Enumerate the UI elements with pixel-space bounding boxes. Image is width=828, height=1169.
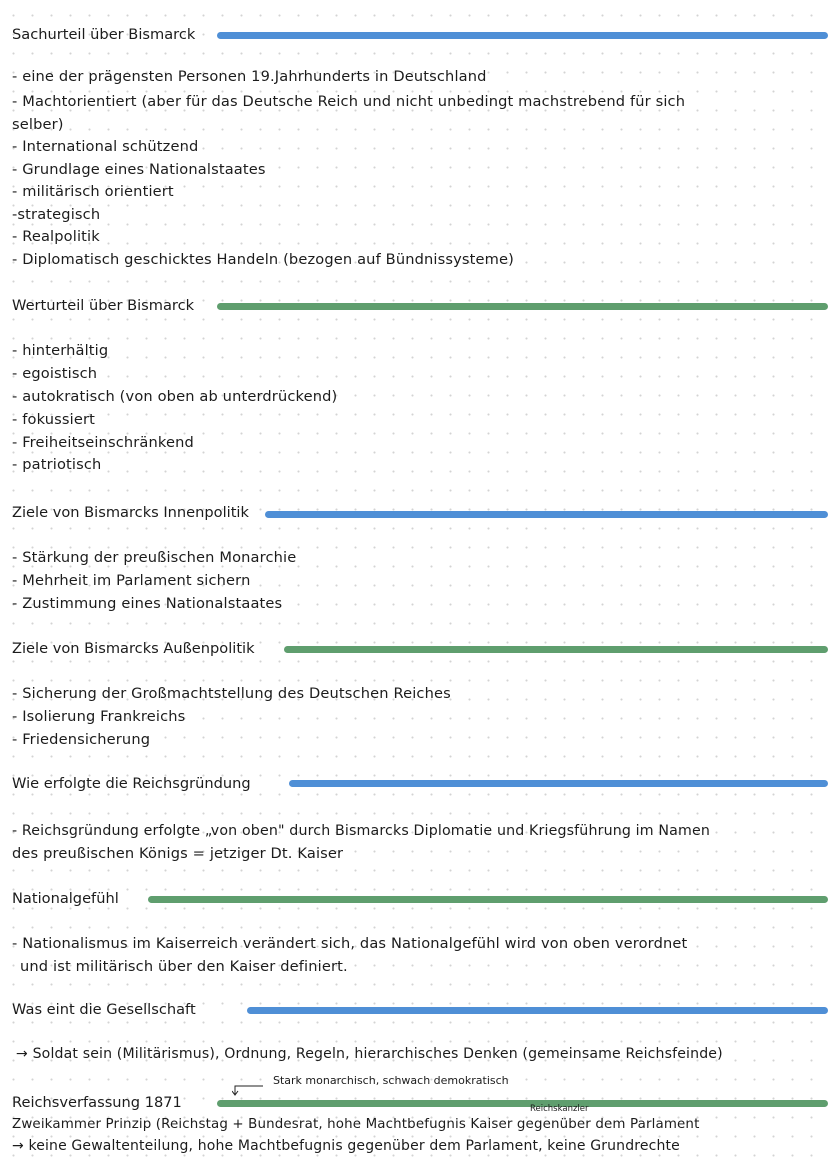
list-item: des preußischen Königs = jetziger Dt. Kaiser [12,845,344,862]
annotation-text: Stark monarchisch, schwach demokratisch [273,1074,509,1087]
annotation-arrow [232,1081,264,1093]
section-header-gesellschaft [12,1000,828,1020]
list-item: - Stärkung der preußischen Monarchie [12,549,297,566]
list-item: → Soldat sein (Militärismus), Ordnung, Regeln, hierarchisches Denken (gemeinsame Reichsfeinde) [16,1046,723,1062]
section-header-nationalgefuehl [12,889,828,909]
list-item: - Machtorientiert (aber für das Deutsche Reich und nicht unbedingt machstrebend für sich [12,93,686,110]
section-header-innenpolitik [12,503,828,523]
section-header-aussenpolitik [12,639,828,659]
section-title: Was eint die Gesellschaft [12,1001,196,1018]
list-item: - eine der prägensten Personen 19.Jahrhunderts in Deutschland [12,68,487,85]
list-item: → keine Gewaltenteilung, hohe Machtbefugnis gegenüber dem Parlament, keine Grundrechte [12,1138,680,1154]
section-title: Wie erfolgte die Reichsgründung [12,775,251,792]
list-item: - International schützend [12,138,199,155]
header-underline-bar [284,646,828,653]
section-title: Nationalgefühl [12,890,119,907]
section-header-verfassung [12,1093,828,1113]
section-title: Werturteil über Bismarck [12,297,195,314]
section-title: Ziele von Bismarcks Innenpolitik [12,504,249,521]
list-item: - egoistisch [12,365,98,382]
list-item: - Reichsgründung erfolgte „von oben" durch Bismarcks Diplomatie und Kriegsführung im Namen [12,823,710,839]
list-item: - Sicherung der Großmachtstellung des Deutschen Reiches [12,685,451,702]
list-item: - Friedensicherung [12,731,151,748]
list-item: - militärisch orientiert [12,183,174,200]
list-item: - Nationalismus im Kaiserreich verändert sich, das Nationalgefühl wird von oben verordnet [12,935,688,952]
header-underline-bar [217,303,828,310]
list-item: selber) [12,116,64,133]
list-item: - autokratisch (von oben ab unterdrückend) [12,388,338,405]
section-title: Ziele von Bismarcks Außenpolitik [12,640,255,657]
list-item: - Realpolitik [12,228,100,245]
list-item: und ist militärisch über den Kaiser definiert. [20,958,348,975]
header-underline-bar [148,896,828,903]
list-item: - hinterhältig [12,342,109,359]
section-header-sachurteil [12,25,828,45]
list-item: - Mehrheit im Parlament sichern [12,572,251,589]
list-item: - fokussiert [12,411,95,428]
list-item: - Isolierung Frankreichs [12,708,186,725]
section-header-werturteil [12,296,828,316]
header-underline-bar [289,780,828,787]
list-item: - Grundlage eines Nationalstaates [12,161,266,178]
small-note: Reichskanzler [530,1104,589,1114]
section-title: Reichsverfassung 1871 [12,1094,182,1111]
list-item: - Freiheitseinschränkend [12,434,194,451]
list-item: -strategisch [12,206,101,223]
list-item: - Diplomatisch geschicktes Handeln (bezogen auf Bündnissysteme) [12,251,515,268]
header-underline-bar [217,32,828,39]
header-underline-bar [217,1100,828,1107]
list-item: Zweikammer Prinzip (Reichstag + Bundesrat, hohe Machtbefugnis Kaiser gegenüber dem Parlament [12,1117,700,1132]
list-item: - patriotisch [12,456,102,473]
header-underline-bar [265,511,828,518]
section-title: Sachurteil über Bismarck [12,26,196,43]
header-underline-bar [247,1007,828,1014]
section-header-reichsgruendung [12,774,828,794]
list-item: - Zustimmung eines Nationalstaates [12,595,283,612]
